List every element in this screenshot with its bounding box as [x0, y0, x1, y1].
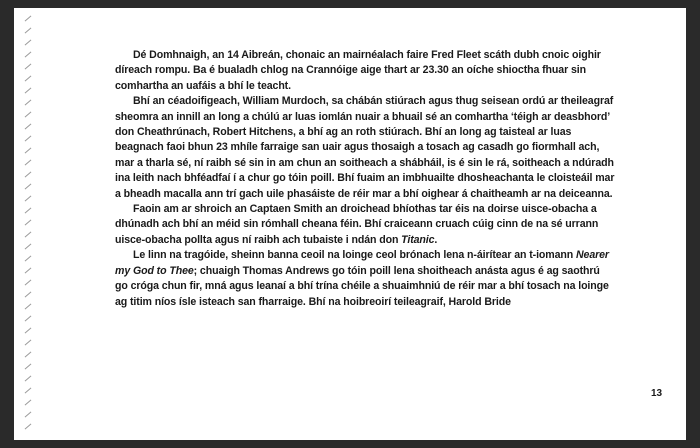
binding-mark [25, 40, 32, 46]
binding-mark [25, 388, 32, 394]
binding-mark [25, 172, 32, 178]
text-run: Dé Domhnaigh, an 14 Aibreán, chonaic an mairnéalach faire Fred Fleet scáth dubh cnoic oighir díreach rompu. Ba é bualadh chlog na Crannóige aige thart ar 23.30 an oíche shioctha fhuar sin comhartha an uafáis a bhí le teacht. [115, 49, 601, 92]
binding-mark [25, 16, 32, 22]
text-run: ; chuaigh Thomas Andrews go tóin poill lena shoitheach anásta agus é ag saothrú go cróga chun fir, mná agus leanaí a bhí trína chéile a shuaimhniú de réir mar a bhí tosach na loinge ag titim níos ísle isteach san fharraige. Bhí na hoibreoirí teileagraif, Harold Bride [115, 264, 609, 308]
paragraph-4 [115, 248, 615, 310]
binding-mark [25, 364, 32, 370]
binding-mark [25, 400, 32, 406]
binding-mark [25, 328, 32, 334]
binding-mark [25, 136, 32, 142]
binding-mark [25, 268, 32, 274]
binding-mark [25, 340, 32, 346]
binding-mark [25, 52, 32, 58]
binding-mark [25, 160, 32, 166]
body-text [115, 48, 615, 310]
binding-mark [25, 88, 32, 94]
binding-mark [25, 232, 32, 238]
binding-mark [25, 424, 32, 430]
paragraph-1 [115, 48, 615, 94]
binding-mark [25, 412, 32, 418]
binding-mark [25, 76, 32, 82]
spiral-binding [14, 8, 36, 440]
binding-mark [25, 376, 32, 382]
ship-name: Titanic [401, 233, 435, 246]
binding-mark [25, 280, 32, 286]
binding-mark [25, 124, 32, 130]
text-run: Faoin am ar shroich an Captaen Smith an droichead bhíothas tar éis na doirse uisce-obacha a dhúnadh ach bhí an méid sin rómhall cheana féin. Bhí craiceann cruach cúig cinn de na sé urrann uisce-obacha pollta agus ní raibh ach tubaiste i ndán don [115, 203, 599, 246]
binding-mark [25, 292, 32, 298]
binding-mark [25, 352, 32, 358]
paragraph-2 [115, 94, 615, 202]
binding-mark [25, 112, 32, 118]
text-run: Le linn na tragóide, sheinn banna ceoil na loinge ceol brónach lena n-áirítear an t-iomann [133, 249, 576, 262]
binding-mark [25, 64, 32, 70]
binding-mark [25, 184, 32, 190]
book-page [14, 8, 686, 440]
text-run: Bhí an céadoifigeach, William Murdoch, sa chábán stiúrach agus thug seisean ordú ar theileagraf sheomra an innill an long a chúlú ar luas iomlán nuair a bhuail sé an comhartha ‘téigh ar deasbhord’ don Cheathrúnach, Robert Hitchens, a bhí ag an roth stiúrach. Bhí an long ag taisteal ar luas beagnach faoi bhun 23 mhíle farraige san uair agus thosaigh a tosach ag casadh go fiormhall ach, mar a tharla sé, ní raibh sé sin in am chun an soitheach a shábháil, is é sin le rá, soitheach a ndúradh ina leith nach bhféadfaí í a chur go tóin poill. Bhí fuaim an imbhuailte dhosheachanta le cloisteáil mar a bheadh macalla ann trí gach uile phasáiste de réir mar a bhí oighear á chaitheamh ar na deiceanna. [115, 95, 615, 200]
text-run: . [434, 233, 438, 246]
hymn-title: Nearer my God to Thee [115, 249, 609, 277]
binding-mark [25, 304, 32, 310]
page-number: 13 [651, 388, 663, 399]
binding-mark [25, 220, 32, 226]
paragraph-3 [115, 202, 615, 248]
binding-mark [25, 148, 32, 154]
binding-mark [25, 256, 32, 262]
binding-mark [25, 208, 32, 214]
binding-mark [25, 28, 32, 34]
binding-mark [25, 244, 32, 250]
binding-mark [25, 196, 32, 202]
binding-mark [25, 100, 32, 106]
binding-mark [25, 316, 32, 322]
